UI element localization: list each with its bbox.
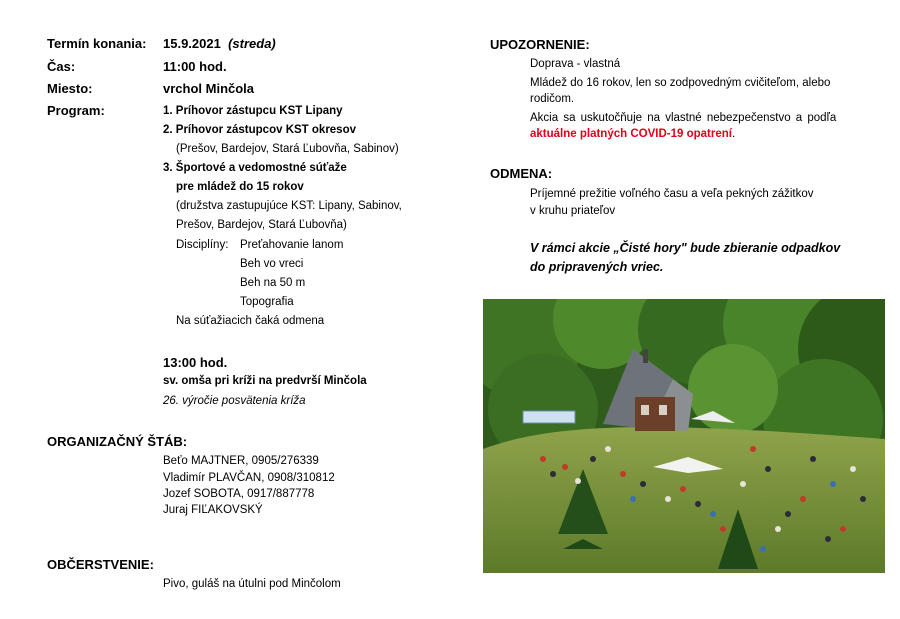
staff-item: Jozef SOBOTA, 0917/887778 [163,488,315,500]
time-2: 13:00 hod. [163,355,228,370]
action-line: V rámci akcie „Čisté hory" bude zbieranie odpadkov [530,241,841,255]
food-heading: OBČERSTVENIE: [47,557,154,572]
reward-line: v kruhu priateľov [530,205,616,217]
program-item-2: 2. Príhovor zástupcov KST okresov [163,124,357,136]
discipline-item: Beh vo vreci [240,258,304,270]
anniversary-line: 26. výročie posvätenia kríža [163,395,306,407]
miesto-label: Miesto: [47,81,93,96]
miesto-value: vrchol Minčola [163,81,255,96]
program-item-1: 1. Príhovor zástupcu KST Lipany [163,105,343,117]
program-item-3: 3. Športové a vedomostné súťaže [163,162,347,174]
program-label: Program: [47,103,105,118]
disciplines-label: Disciplíny: [176,239,229,251]
program-item-2-sub: (Prešov, Bardejov, Stará Ľubovňa, Sabinov) [176,143,399,155]
staff-item: Juraj FIĽAKOVSKÝ [163,504,263,516]
staff-item: Beťo MAJTNER, 0905/276339 [163,455,319,467]
warning-line: Mládež do 16 rokov, len so zodpovedným cvičiteľom, alebo [530,77,831,89]
discipline-item: Beh na 50 m [240,277,306,289]
event-photo-illustration [483,299,885,573]
warning-line: rodičom. [530,93,575,105]
reward-line: Príjemné prežitie voľného času a veľa pekných zážitkov [530,188,814,200]
termin-value: 15.9.2021 (streda) [163,36,276,51]
warning-heading: UPOZORNENIE: [490,37,590,52]
cas-value: 11:00 hod. [163,59,227,74]
action-line: do pripravených vriec. [530,260,664,274]
food-text: Pivo, guláš na útulni pod Minčolom [163,578,341,590]
discipline-item: Topografia [240,296,294,308]
program-item-3-sub1: (družstva zastupujúce KST: Lipany, Sabinov, [176,200,402,212]
reward-heading: ODMENA: [490,166,553,181]
warning-line: Akcia sa uskutočňuje na vlastné nebezpečenstvo a podľa [530,112,837,124]
mass-line: sv. omša pri kríži na predvrší Minčola [163,375,367,387]
cas-label: Čas: [47,59,76,74]
event-photo [483,299,885,573]
termin-label: Termín konania: [47,36,147,51]
warning-line: Doprava - vlastná [530,58,621,70]
program-item-3-sub2: Prešov, Bardejov, Stará Ľubovňa) [176,219,347,231]
discipline-item: Preťahovanie lanom [240,239,344,251]
reward-note: Na súťažiacich čaká odmena [176,315,325,327]
staff-item: Vladimír PLAVČAN, 0908/310812 [163,472,335,484]
staff-heading: ORGANIZAČNÝ ŠTÁB: [47,434,188,449]
program-item-3-line2: pre mládež do 15 rokov [176,181,304,193]
covid-warning: aktuálne platných COVID-19 opatrení. [530,128,736,140]
